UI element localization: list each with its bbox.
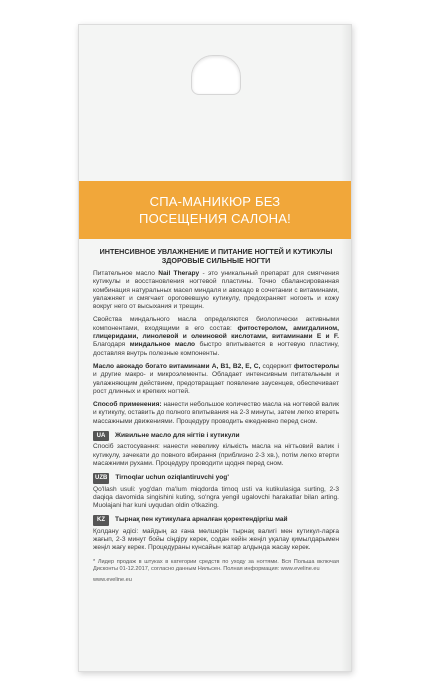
text-span: Свойства миндального масла определяются биологически активными компонентами, входящими в его состав: [93,316,339,332]
headline [93,247,339,265]
banner-text: СПА-МАНИКЮР БЕЗ ПОСЕЩЕНИЯ САЛОНА! [139,194,291,226]
bold-span: миндальное масло [129,341,196,349]
product-box-back [78,24,352,672]
headline-line-1: ИНТЕНСИВНОЕ УВЛАЖНЕНИЕ И ПИТАНИЕ НОГТЕЙ И КУТИКУЛЫ [99,247,333,256]
footnote: * Лидер продаж в штуках в категории средств по уходу за ногтями. Вся Польша включая Дисконты 01-12.2017, согласно данным Нильсен. Полная информация: www.eveline.eu [93,558,339,572]
language-badge: UA [93,431,109,441]
hang-tab-hole [191,55,241,95]
section-title: Tirnoqlar uchun oziqlantiruvchi yog' [115,474,229,482]
section-body: Qo'llash usuli: yog'dan ma'lum miqdorda tirnoq usti va kutikulasiga surting, 2-3 daqiqa davomida singishini kuting, so'ngra yengil ugalovchi harakatlar bilan arting. Muolajani har kuni uyqudan oldin o'tkazing. [93,485,339,510]
text-span: содержит [260,362,294,370]
almond-oil-paragraph [93,316,339,357]
section-title: Тырнақ пен кутикулаға арналған қоректендіргіш май [115,516,288,524]
text-span: - это уникальный препарат для смягчения кутикулы и восстановления ногтевой пластины. Точно сбалансированная комбинация натуральных масел миндаля и авокадо в сочетании с витаминами, увлажняет и смягчает ороговевшую кутикулу, предохраняет ногоеть и кожу вокруг него от высыхания и трещин. [93,270,340,311]
text-span: Питательное масло [93,270,159,277]
orange-banner [79,181,351,239]
section-title: Живильне масло для нігтів і кутикули [115,432,240,440]
brand-name: Nail Therapy [158,270,200,277]
section-heading [93,515,339,525]
language-badge: UZB [93,473,109,483]
headline-line-2: ЗДОРОВЫЕ СИЛЬНЫЕ НОГТИ [161,256,271,265]
bold-span: фитостеролы [293,362,339,370]
box-edge-shading [341,25,351,671]
label-content [93,247,339,584]
language-badge: KZ [93,515,109,525]
section-uzb [93,473,339,510]
section-body: Спосіб застосування: нанести невелику кількість масла на нігтьовий валик і кутикулу, зачекати до повного вбирання (приблизно 2-3 хв.), потім легко втерти масажними рухами. Процедуру проводити щодня перед сном. [93,443,339,467]
avocado-oil-paragraph [93,363,339,396]
bold-span: Способ применения: [93,401,162,409]
section-body: Қолдану әдісі: майдың аз ғана мөлшерін тырнақ валигі мен кутикул-ларға жағып, 2-3 минут бойы сіңдіру керек, содан кейін жеңіл уқалау қимылдарымен жеңіл жағу керек. Процедураны күнсайын жатар алдында жасау керек. [93,527,339,552]
usage-paragraph [93,401,339,426]
bold-span: Масло авокадо богато витаминами A, B1, B2, E, C, [93,362,261,370]
section-ua [93,431,339,468]
section-heading [93,431,339,441]
section-heading [93,473,339,483]
text-span: и другие макро- и микроэлементы. Обладает интенсивным питательным и увлажняющим действием, предотвращает появление заусенцев, обеспечивает рост длинных и крепких ногтей. [93,371,339,395]
description-paragraph [93,270,339,311]
text-span: нанести небольшое количество масла на ногтевой валик и кутикулу, оставить до полного впитывания на 2-3 минуты, затем легко втереть массажными движениями. Процедуру проводить ежедневно перед сном. [93,401,339,425]
text-span: Благодаря [93,341,130,349]
website: www.eveline.eu [93,576,132,583]
text-span: быстро впитывается в ногтевую пластину, доставляя внутрь полезные компоненты. [93,341,340,357]
section-kz [93,515,339,552]
bold-span: фитостеролом, амигдалином, глицеридами, линолевой и олеиновой кислотами, витаминами E и F. [93,324,339,341]
